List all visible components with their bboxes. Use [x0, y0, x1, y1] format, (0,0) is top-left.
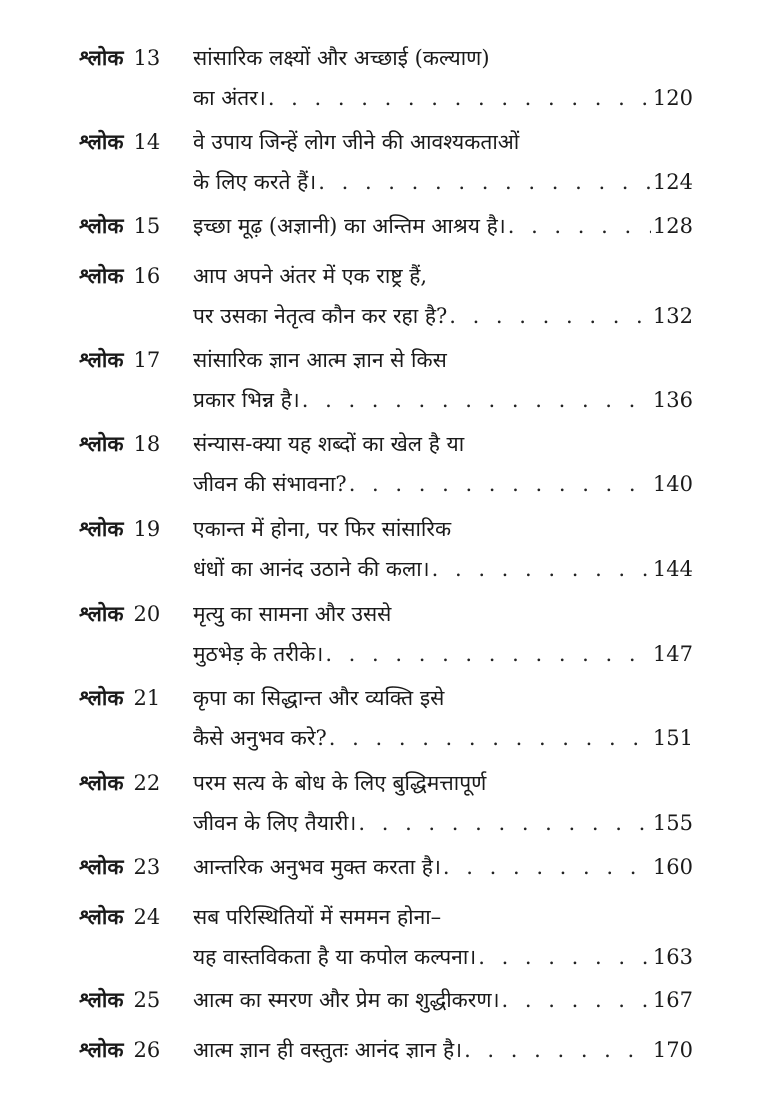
title-line: मृत्यु का सामना और उससे: [193, 602, 392, 626]
shlok-number: 22: [133, 771, 161, 795]
shlok-word: श्लोक: [79, 904, 124, 929]
leader-dots: [268, 78, 651, 118]
title-last-line: [193, 980, 693, 1020]
page-number: 147: [652, 642, 693, 666]
shlok-label: [79, 38, 160, 78]
entry-title: [193, 206, 693, 246]
entry-title: [193, 763, 693, 843]
leader-dots: [302, 380, 651, 420]
page-number: 163: [652, 945, 693, 969]
title-line: सांसारिक लक्ष्यों और अच्छाई (कल्याण): [193, 46, 490, 70]
page-number: 170: [652, 1038, 693, 1062]
shlok-label: [79, 980, 160, 1020]
shlok-label: [79, 256, 160, 296]
shlok-number: 13: [133, 46, 161, 70]
shlok-number: 23: [133, 855, 161, 879]
title-last-line: [193, 847, 693, 887]
shlok-word: श्लोक: [79, 516, 124, 541]
shlok-word: श्लोक: [79, 431, 124, 456]
shlok-number: 18: [133, 432, 161, 456]
title-text: के लिए करते हैं।: [193, 170, 317, 194]
page-number: 128: [652, 214, 693, 238]
title-text: आत्म ज्ञान ही वस्तुतः आनंद ज्ञान है।: [193, 1038, 463, 1062]
shlok-word: श्लोक: [79, 263, 124, 288]
leader-dots: [325, 634, 651, 674]
shlok-word: श्लोक: [79, 129, 124, 154]
page-number: 140: [652, 472, 693, 496]
shlok-word: श्लोक: [79, 854, 124, 879]
shlok-label: [79, 340, 160, 380]
title-text: आत्म का स्मरण और प्रेम का शुद्धीकरण।: [193, 988, 500, 1012]
shlok-label: [79, 847, 160, 887]
title-text: कैसे अनुभव करे?: [193, 726, 327, 750]
leader-dots: [432, 549, 651, 589]
shlok-number: 20: [133, 602, 161, 626]
entry-title: [193, 980, 693, 1020]
shlok-label: [79, 1030, 160, 1070]
shlok-word: श्लोक: [79, 770, 124, 795]
title-line: सब परिस्थितियों में सममन होना–: [193, 905, 442, 929]
leader-dots: [449, 296, 651, 336]
title-last-line: [193, 937, 693, 977]
entry-title: [193, 38, 693, 118]
title-text: आन्तरिक अनुभव मुक्त करता है।: [193, 855, 441, 879]
title-line: आप अपने अंतर में एक राष्ट्र हैं,: [193, 264, 428, 288]
title-line: संन्यास-क्या यह शब्दों का खेल है या: [193, 432, 465, 456]
shlok-word: श्लोक: [79, 685, 124, 710]
leader-dots: [502, 980, 651, 1020]
shlok-label: [79, 206, 160, 246]
entry-title: [193, 424, 693, 504]
shlok-number: 26: [133, 1038, 161, 1062]
shlok-number: 24: [133, 905, 161, 929]
shlok-number: 14: [133, 130, 161, 154]
title-last-line: [193, 296, 693, 336]
title-text: जीवन की संभावना?: [193, 472, 347, 496]
entry-title: [193, 340, 693, 420]
title-text: जीवन के लिए तैयारी।: [193, 811, 357, 835]
title-text: धंधों का आनंद उठाने की कला।: [193, 557, 430, 581]
title-last-line: [193, 718, 693, 758]
leader-dots: [464, 1030, 651, 1070]
title-last-line: [193, 162, 693, 202]
shlok-label: [79, 897, 160, 937]
title-line: वे उपाय जिन्हें लोग जीने की आवश्यकताओं: [193, 130, 520, 154]
leader-dots: [478, 937, 651, 977]
shlok-label: [79, 763, 160, 803]
shlok-number: 15: [133, 214, 161, 238]
leader-dots: [358, 803, 651, 843]
page-number: 151: [652, 726, 693, 750]
title-text: का अंतर।: [193, 86, 266, 110]
shlok-label: [79, 678, 160, 718]
title-line: परम सत्य के बोध के लिए बुद्धिमत्तापूर्ण: [193, 771, 487, 795]
leader-dots: [318, 162, 651, 202]
title-text: इच्छा मूढ़ (अज्ञानी) का अन्तिम आश्रय है।: [193, 214, 506, 238]
page-number: 136: [652, 388, 693, 412]
page-number: 160: [652, 855, 693, 879]
page-number: 167: [652, 988, 693, 1012]
shlok-label: [79, 424, 160, 464]
shlok-label: [79, 122, 160, 162]
title-last-line: [193, 634, 693, 674]
entry-title: [193, 594, 693, 674]
entry-title: [193, 847, 693, 887]
entry-title: [193, 897, 693, 977]
shlok-number: 16: [133, 264, 161, 288]
page-number: 155: [652, 811, 693, 835]
page-number: 132: [652, 304, 693, 328]
entry-title: [193, 678, 693, 758]
title-text: प्रकार भिन्न है।: [193, 388, 300, 412]
title-line: सांसारिक ज्ञान आत्म ज्ञान से किस: [193, 348, 447, 372]
title-last-line: [193, 803, 693, 843]
title-line: कृपा का सिद्धान्त और व्यक्ति इसे: [193, 686, 445, 710]
shlok-word: श्लोक: [79, 213, 124, 238]
entry-title: [193, 122, 693, 202]
shlok-number: 19: [133, 517, 161, 541]
shlok-label: [79, 594, 160, 634]
title-text: यह वास्तविकता है या कपोल कल्पना।: [193, 945, 477, 969]
shlok-word: श्लोक: [79, 601, 124, 626]
leader-dots: [329, 718, 651, 758]
page-number: 120: [652, 86, 693, 110]
shlok-label: [79, 509, 160, 549]
leader-dots: [349, 464, 651, 504]
page-number: 124: [652, 170, 693, 194]
shlok-number: 17: [133, 348, 161, 372]
title-last-line: [193, 549, 693, 589]
title-last-line: [193, 464, 693, 504]
entry-title: [193, 256, 693, 336]
shlok-number: 21: [133, 686, 161, 710]
shlok-number: 25: [133, 988, 161, 1012]
title-last-line: [193, 206, 693, 246]
leader-dots: [508, 206, 651, 246]
shlok-word: श्लोक: [79, 45, 124, 70]
page-number: 144: [652, 557, 693, 581]
shlok-word: श्लोक: [79, 987, 124, 1012]
shlok-word: श्लोक: [79, 347, 124, 372]
entry-title: [193, 1030, 693, 1070]
title-last-line: [193, 380, 693, 420]
title-line: एकान्त में होना, पर फिर सांसारिक: [193, 517, 452, 541]
title-last-line: [193, 78, 693, 118]
title-text: पर उसका नेतृत्व कौन कर रहा है?: [193, 304, 448, 328]
title-last-line: [193, 1030, 693, 1070]
shlok-word: श्लोक: [79, 1037, 124, 1062]
leader-dots: [443, 847, 651, 887]
title-text: मुठभेड़ के तरीके।: [193, 642, 324, 666]
entry-title: [193, 509, 693, 589]
